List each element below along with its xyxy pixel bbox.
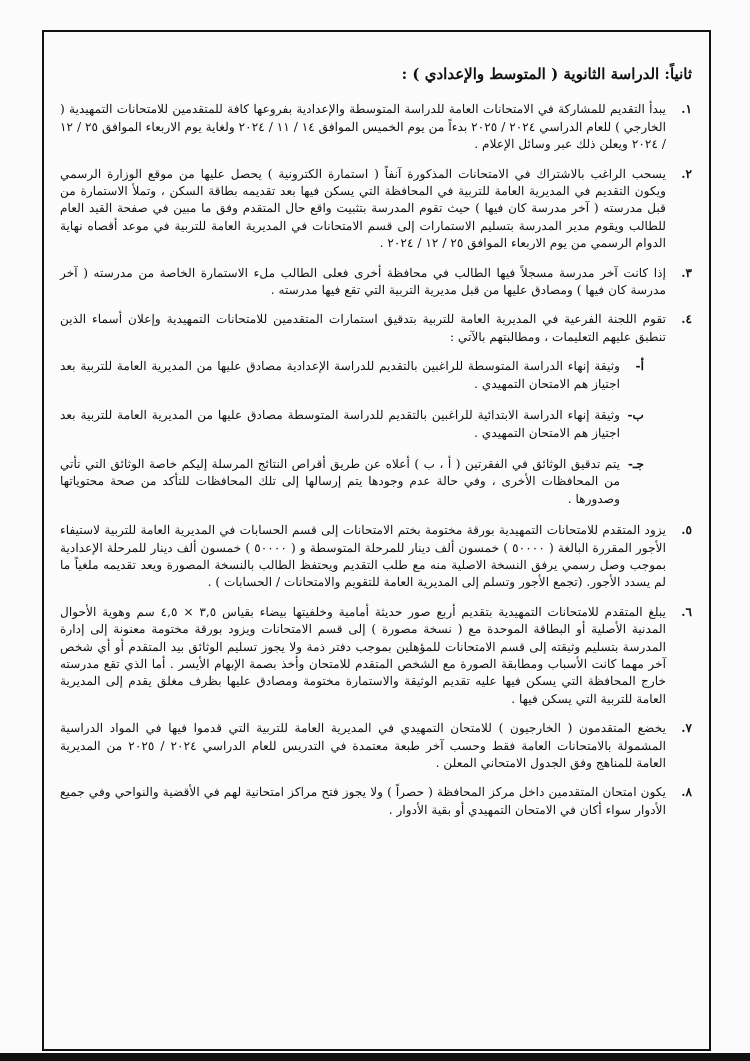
- item-number: ٤.: [681, 312, 692, 327]
- item-text: يخضع المتقدمون ( الخارجيون ) للامتحان التمهيدي في المديرية العامة للتربية التي قدموا فيها في المواد الدراسية المشمولة بالامتحانات العامة فقط وحسب آخر طبعة معتمدة في التدريس للعام الدراسي ٢٠٢٤ / ٢٠٢٥ من المديرية العامة للمناهج وفق الجدول الامتحاني المعلن .: [60, 721, 667, 770]
- sub-item-text: وثيقة إنهاء الدراسة الابتدائية للراغبين بالتقديم للدراسة المتوسطة مصادق عليها من المديرية العامة للتربية بعد اجتياز هم الامتحان التمهيدي .: [60, 408, 620, 440]
- item-number: ٢.: [681, 166, 692, 181]
- sub-item-text: وثيقة إنهاء الدراسة المتوسطة للراغبين بالتقديم للدراسة الإعدادية مصادق عليها من المديرية العامة للتربية بعد اجتياز هم الامتحان التمهيدي .: [60, 359, 620, 391]
- sub-item-letter: أ-: [635, 359, 644, 374]
- item-number: ٥.: [681, 523, 692, 538]
- item-text: إذا كانت آخر مدرسة مسجلاً فيها الطالب في محافظة أخرى فعلى الطالب ملء الاستمارة الخاصة من مدرسته ( آخر مدرسة كان فيها ) ومصادق عليها من قبل مديرية التربية التي تقع فيها مدرسته .: [60, 265, 666, 298]
- list-item: [60, 784, 692, 819]
- item-number: ٧.: [681, 721, 692, 736]
- sub-item-text: يتم تدقيق الوثائق في الفقرتين ( أ ، ب ) أعلاه عن طريق أقراص النتائج المرسلة إليكم خاصة الوثائق التي تأتي من المحافظات الأخرى ، وفي حالة عدم وجودها يتم إرسالها إلى تلك المحافظات للتأكد من صحة محتوياتها وصدورها .: [60, 456, 620, 506]
- list-item: [60, 265, 692, 300]
- list-item: [60, 604, 692, 708]
- item-number: ٦.: [681, 604, 692, 619]
- sub-item: [60, 407, 692, 442]
- bottom-edge-bar: [0, 1053, 750, 1061]
- item-text: يسحب الراغب بالاشتراك في الامتحانات المذكورة آنفاً ( استمارة الكترونية ) يحصل عليها من موقع الوزارة الرسمي ويكون التقديم في المديرية العامة للتربية في المحافظة التي يسكن فيها بعد تقديمه بطاقة السكن ، وتملأ الاستمارة من قبل مدرسته ( آخر مدرسة كان فيها ) حيث تقوم المدرسة بتثبيت واقع حال المتقدم وفق ما مبين في صفحة القيد العام للطالب ويقوم مدير المدرسة بتسليم الاستمارات إلى قسم الامتحانات في المديرية العامة للتربية في موعد أقصاه نهاية الدوام الرسمي من يوم الاربعاء الموافق ٢٥ / ١٢ / ٢٠٢٤ .: [60, 166, 666, 251]
- item-number: ٣.: [681, 265, 692, 280]
- item-number: ١.: [681, 102, 692, 117]
- list-item: [60, 166, 692, 253]
- list-item: [60, 522, 692, 592]
- item-text: يزود المتقدم للامتحانات التمهيدية بورقة مختومة بختم الامتحانات إلى قسم الحسابات في المديرية العامة للتربية لاستيفاء الأجور المقررة البالغة ( ٥٠٠٠٠ ) خمسون ألف دينار للمرحلة المتوسطة و ( ٥٠٠٠٠ ) خمسون ألف دينار للمرحلة الإعدادية بموجب وصل رسمي يرفق النسخة الاصلية منه مع طلب التقديم ويحتفظ الطالب بالنسخة المصورة ويعد تقديمه ملغياً ما لم يسدد الأجور. (تجمع الأجور وتسلم إلى المديرية العامة للتقويم والامتحانات / الحسابات ) .: [60, 523, 666, 590]
- list-item: [60, 101, 692, 153]
- sub-item: [60, 456, 692, 508]
- item-text: يبدأ التقديم للمشاركة في الامتحانات العامة للدراسة المتوسطة والإعدادية بفروعها كافة للمتقدمين للامتحانات التمهيدية ( الخارجي ) للعام الدراسي ٢٠٢٤ / ٢٠٢٥ بدءاً من يوم الخميس الموافق ١٤ / ١١ / ٢٠٢٤ ولغاية يوم الاربعاء الموافق ٢٥ / ١٢ / ٢٠٢٤ ويعلن ذلك عبر وسائل الإعلام .: [60, 102, 666, 152]
- item-text: يبلغ المتقدم للامتحانات التمهيدية بتقديم أربع صور حديثة أمامية وخلفيتها بيضاء بقياس ٣,٥ × ٤,٥ سم وهوية الأحوال المدنية الأصلية أو البطاقة الموحدة مع ( نسخة مصورة ) إلى قسم الامتحانات ويزود بورقة مختومة معنونة إلى إدارة المدرسة بتسليم وثيقته إلى قسم الامتحانات للمؤهلين بموجب دفتر ذمة ولا يجوز تسليم الوثائق بيد المتقدم أو أي شخص آخر مهما كانت الأسباب ومطابقة الصورة مع الشخص المتقدم للامتحان وأخذ بصمة الإبهام الأيسر . أما الذي تقع مدرسته خارج المحافظة التي يسكن فيها عليه تقديم الوثيقة والاستمارة مختومة ومصادق عليها بظرف مغلق يقدم إلى المديرية العامة للتربية التي يسكن فيها .: [60, 604, 666, 706]
- section-heading: ثانياً: الدراسة الثانوية ( المتوسط والإعدادي ) :: [401, 65, 692, 83]
- sub-item-letter: جـ-: [627, 456, 644, 471]
- document-body: [60, 66, 692, 831]
- item-number: ٨.: [681, 785, 692, 800]
- item-text: يكون امتحان المتقدمين داخل مركز المحافظة ( حصراً ) ولا يجوز فتح مراكز امتحانية لهم في الأقضية والنواحي وفي جميع الأدوار سواء أكان في الامتحان التمهيدي أو بقية الأدوار .: [60, 785, 666, 817]
- sub-item: [60, 358, 692, 393]
- item-text: تقوم اللجنة الفرعية في المديرية العامة للتربية بتدقيق استمارات المتقدمين للامتحانات التمهيدية وإعلان أسماء الذين تنطبق عليهم التعليمات ، ومطالبتهم بالآتي :: [60, 312, 666, 344]
- list-item: [60, 311, 692, 346]
- list-item: [60, 720, 692, 772]
- sub-item-letter: ب-: [627, 408, 644, 423]
